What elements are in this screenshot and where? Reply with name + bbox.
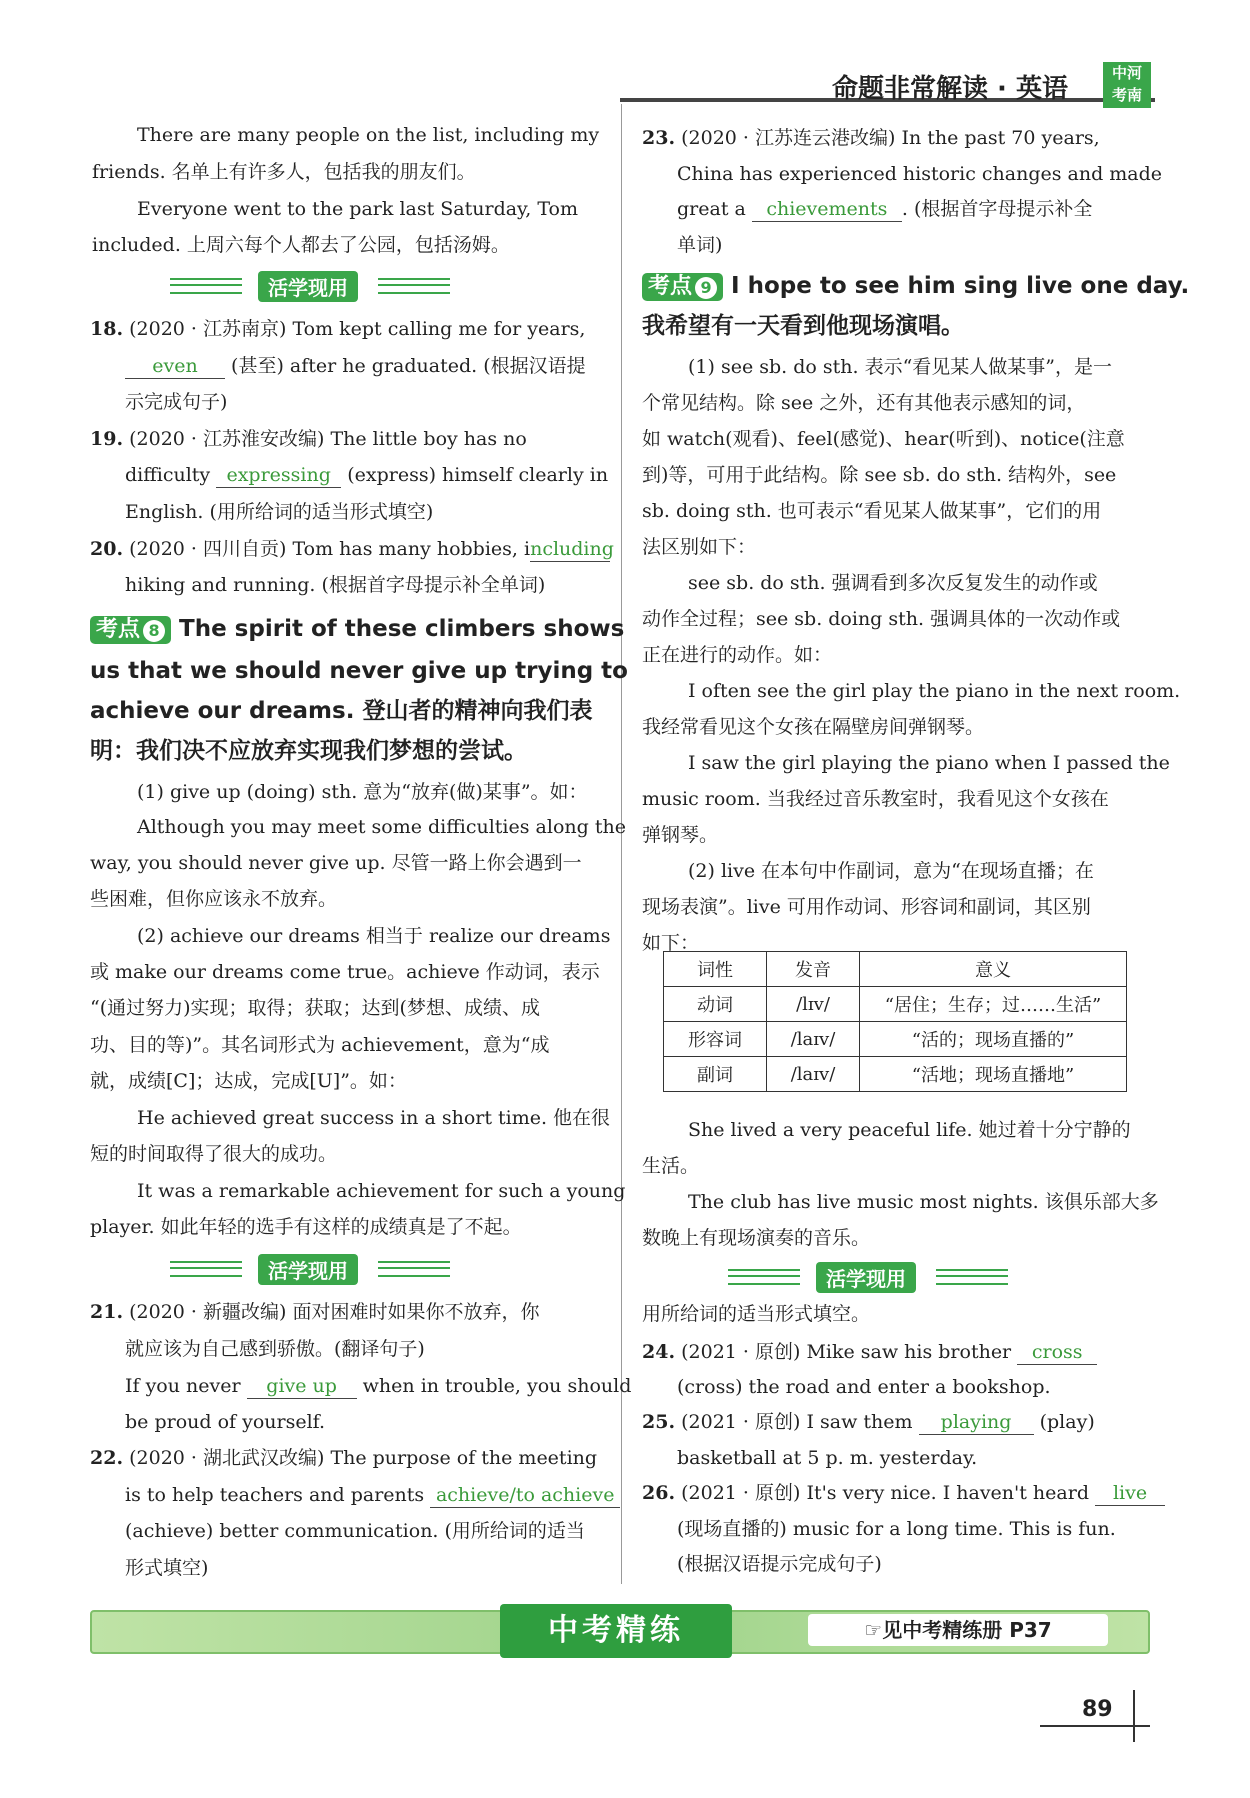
- practice-label: 活学现用: [816, 1262, 916, 1293]
- title-line: 我希望有一天看到他现场演唱。: [642, 313, 964, 339]
- answer-blank[interactable]: give up: [247, 1374, 357, 1399]
- paragraph-line: see sb. do sth. 强调看到多次反复发生的动作或: [688, 572, 1098, 594]
- question-18-line2: [125, 354, 586, 379]
- key-point-9-title: [642, 272, 1189, 301]
- question-text: (2020 · 新疆改编) 面对困难时如果你不放弃，你: [129, 1301, 540, 1323]
- deco-bars: [170, 1261, 242, 1277]
- deco-bars: [170, 278, 242, 294]
- tag-number: 8: [143, 620, 165, 642]
- paragraph-line: 些困难，但你应该永不放弃。: [90, 888, 338, 910]
- table-cell: “活的；现场直播的”: [860, 1022, 1127, 1057]
- paragraph-line: 我经常看见这个女孩在隔壁房间弹钢琴。: [642, 716, 985, 738]
- table-cell: 副词: [664, 1057, 767, 1092]
- paragraph-line: He achieved great success in a short time. 他在很: [137, 1107, 611, 1129]
- footer-banner-title: [500, 1604, 732, 1658]
- question-number: 19.: [90, 428, 124, 450]
- question-text: (甚至) after he graduated. (根据汉语提: [231, 355, 586, 377]
- answer-blank[interactable]: playing: [919, 1410, 1034, 1435]
- paragraph-line: (1) see sb. do sth. 表示“看见某人做某事”，是一: [688, 356, 1112, 378]
- table-row: [664, 987, 1127, 1022]
- practice-header-3: [728, 1262, 1028, 1292]
- question-number: 23.: [642, 127, 676, 149]
- table-cell: 形容词: [664, 1022, 767, 1057]
- example-2-cn: included. 上周六每个人都去了公园，包括汤姆。: [92, 234, 510, 256]
- paragraph-line: 短的时间取得了很大的成功。: [90, 1143, 338, 1165]
- practice-header-2: [170, 1254, 470, 1284]
- question-text: hiking and running. (根据首字母提示补全单词): [125, 574, 546, 596]
- paragraph-line: (2) live 在本句中作副词，意为“在现场直播；在: [688, 860, 1094, 882]
- paragraph-line: I often see the girl play the piano in the next room.: [688, 680, 1181, 702]
- table-header: 意义: [860, 952, 1127, 987]
- banner-text: 中考精练: [548, 1613, 684, 1648]
- question-20: [90, 537, 614, 562]
- paragraph-line: I saw the girl playing the piano when I passed the: [688, 752, 1170, 774]
- paragraph-line: 功、目的等)”。其名词形式为 achievement，意为“成: [90, 1034, 550, 1056]
- paragraph-line: It was a remarkable achievement for such a young: [137, 1180, 626, 1202]
- question-text: English. (用所给词的适当形式填空): [125, 501, 434, 523]
- answer-blank[interactable]: chievements: [752, 197, 902, 222]
- practice-header-1: [170, 271, 470, 301]
- deco-bars: [378, 1261, 450, 1277]
- question-number: 22.: [90, 1447, 124, 1469]
- instruction: 用所给词的适当形式填空。: [642, 1303, 871, 1325]
- deco-bars: [936, 1269, 1008, 1285]
- table-header-row: [664, 952, 1127, 987]
- paragraph-line: 正在进行的动作。如：: [642, 644, 833, 666]
- question-text: (2020 · 江苏连云港改编) In the past 70 years,: [681, 127, 1100, 149]
- question-18: [90, 317, 585, 341]
- question-text: (play): [1039, 1411, 1095, 1433]
- question-number: 25.: [642, 1411, 676, 1433]
- paragraph-line: (2) achieve our dreams 相当于 realize our dreams: [137, 925, 611, 947]
- example-2-en: Everyone went to the park last Saturday, Tom: [137, 198, 578, 220]
- title-line: The spirit of these climbers shows: [179, 616, 625, 642]
- paragraph-line: 如 watch(观看)、feel(感觉)、hear(听到)、notice(注意: [642, 428, 1125, 450]
- page-number: 89: [1082, 1697, 1113, 1722]
- deco-bars: [728, 1269, 800, 1285]
- question-text: when in trouble, you should: [362, 1375, 632, 1397]
- practice-label: 活学现用: [258, 1254, 358, 1285]
- answer-blank[interactable]: expressing: [216, 463, 341, 488]
- question-text: (2021 · 原创) Mike saw his brother: [681, 1341, 1012, 1363]
- example-1-cn: friends. 名单上有许多人，包括我的朋友们。: [92, 161, 476, 183]
- question-text: (2020 · 江苏南京) Tom kept calling me for years,: [129, 318, 586, 340]
- question-number: 24.: [642, 1341, 676, 1363]
- table-header: 发音: [767, 952, 860, 987]
- question-19-line2: [125, 463, 608, 488]
- question-text: (achieve) better communication. (用所给词的适当: [125, 1520, 585, 1542]
- paragraph-line: She lived a very peaceful life. 她过着十分宁静的: [688, 1119, 1131, 1141]
- question-text: (cross) the road and enter a bookshop.: [677, 1376, 1051, 1398]
- answer-blank[interactable]: cross: [1017, 1340, 1097, 1365]
- table-row: [664, 1022, 1127, 1057]
- question-text: 形式填空): [125, 1557, 209, 1579]
- question-24: [642, 1340, 1097, 1365]
- question-text: 示完成句子): [125, 391, 228, 413]
- question-number: 26.: [642, 1482, 676, 1504]
- question-text: (express) himself clearly in: [347, 464, 609, 486]
- paragraph-line: player. 如此年轻的选手有这样的成绩真是了不起。: [90, 1216, 522, 1238]
- question-text: is to help teachers and parents: [125, 1484, 425, 1506]
- question-text: (2021 · 原创) It's very nice. I haven't heard: [681, 1482, 1089, 1504]
- question-23-line3: [677, 197, 1092, 222]
- question-text: (2020 · 湖北武汉改编) The purpose of the meeting: [129, 1447, 598, 1469]
- table-cell: /laɪv/: [767, 1057, 860, 1092]
- word-class-table: [663, 951, 1127, 1092]
- question-text: (根据汉语提示完成句子): [677, 1553, 882, 1575]
- header-badge: [1103, 62, 1151, 108]
- answer-blank[interactable]: achieve/to achieve: [430, 1483, 620, 1508]
- question-text: (现场直播的) music for a long time. This is fun.: [677, 1518, 1116, 1540]
- question-text: be proud of yourself.: [125, 1411, 326, 1433]
- question-22: [90, 1446, 597, 1470]
- title-line: achieve our dreams. 登山者的精神向我们表: [90, 698, 593, 724]
- question-text: China has experienced historic changes and made: [677, 163, 1163, 185]
- key-point-8-title: [90, 615, 624, 644]
- answer-blank[interactable]: ncluding: [530, 538, 614, 560]
- paragraph-line: (1) give up (doing) sth. 意为“放弃(做)某事”。如：: [137, 781, 588, 803]
- tag-label: 考点: [96, 617, 141, 642]
- table-cell: “居住；生存；过……生活”: [860, 987, 1127, 1022]
- header-title: 命题非常解读 · 英语: [832, 74, 1068, 104]
- practice-label: 活学现用: [258, 271, 358, 302]
- paragraph-line: music room. 当我经过音乐教室时，我看见这个女孩在: [642, 788, 1109, 810]
- table-cell: “活地；现场直播地”: [860, 1057, 1127, 1092]
- tag-number: 9: [695, 277, 717, 299]
- tag-label: 考点: [648, 274, 693, 299]
- table-cell: 动词: [664, 987, 767, 1022]
- badge-line1: 中河: [1111, 64, 1142, 82]
- paragraph-line: 或 make our dreams come true。achieve 作动词，表示: [90, 961, 600, 983]
- page-number-tick: [1133, 1690, 1135, 1742]
- badge-line2: 考南: [1111, 86, 1142, 104]
- table-row: [664, 1057, 1127, 1092]
- question-text: (2020 · 四川自贡) Tom has many hobbies, i: [129, 538, 531, 560]
- question-19: [90, 427, 527, 451]
- question-number: 20.: [90, 538, 124, 560]
- example-1-en: There are many people on the list, including my: [137, 124, 600, 146]
- paragraph-line: 到)等，可用于此结构。除 see sb. do sth. 结构外，see: [642, 464, 1117, 486]
- paragraph-line: way, you should never give up. 尽管一路上你会遇到一: [90, 852, 582, 874]
- paragraph-line: 动作全过程；see sb. doing sth. 强调具体的一次动作或: [642, 608, 1121, 630]
- question-21: [90, 1300, 539, 1324]
- paragraph-line: sb. doing sth. 也可表示“看见某人做某事”，它们的用: [642, 500, 1102, 522]
- question-26: [642, 1481, 1165, 1506]
- table-cell: /lɪv/: [767, 987, 860, 1022]
- paragraph-line: “(通过努力)实现；取得；获取；达到(梦想、成绩、成: [90, 997, 540, 1019]
- question-number: 21.: [90, 1301, 124, 1323]
- question-text: difficulty: [125, 464, 211, 486]
- deco-bars: [378, 278, 450, 294]
- question-22-line2: [125, 1483, 620, 1508]
- question-25: [642, 1410, 1095, 1435]
- paragraph-line: 个常见结构。除 see 之外，还有其他表示感知的词，: [642, 392, 1086, 414]
- column-divider: [621, 104, 622, 1584]
- question-text: (2021 · 原创) I saw them: [681, 1411, 913, 1433]
- question-number: 18.: [90, 318, 124, 340]
- paragraph-line: 生活。: [642, 1155, 700, 1177]
- question-text: great a: [677, 198, 746, 220]
- question-21-line3: [125, 1374, 631, 1399]
- title-line: I hope to see him sing live one day.: [731, 273, 1190, 299]
- question-text: basketball at 5 p. m. yesterday.: [677, 1447, 978, 1469]
- paragraph-line: Although you may meet some difficulties along the: [137, 816, 626, 838]
- question-text: 就应该为自己感到骄傲。(翻译句子): [125, 1338, 425, 1360]
- question-text: . (根据首字母提示补全: [901, 198, 1093, 220]
- paragraph-line: 就，成绩[C]；达成，完成[U]”。如：: [90, 1070, 407, 1092]
- title-line: us that we should never give up trying to: [90, 658, 628, 684]
- paragraph-line: 如下：: [642, 932, 700, 954]
- question-text: If you never: [125, 1375, 241, 1397]
- paragraph-line: 弹钢琴。: [642, 824, 719, 846]
- answer-blank[interactable]: even: [125, 354, 225, 379]
- paragraph-line: 法区别如下：: [642, 536, 757, 558]
- reference-link[interactable]: ☞见中考精练册 P37: [864, 1618, 1052, 1642]
- paragraph-line: 现场表演”。live 可用作动词、形容词和副词，其区别: [642, 896, 1091, 918]
- key-point-tag: [642, 273, 723, 301]
- answer-blank[interactable]: live: [1095, 1481, 1165, 1506]
- title-line: 明：我们决不应放弃实现我们梦想的尝试。: [90, 738, 527, 764]
- question-text: (2020 · 江苏淮安改编) The little boy has no: [129, 428, 527, 450]
- table-header: 词性: [664, 952, 767, 987]
- paragraph-line: The club has live music most nights. 该俱乐部大多: [688, 1191, 1159, 1213]
- key-point-tag: [90, 616, 171, 644]
- question-23: [642, 126, 1100, 150]
- table-cell: /laɪv/: [767, 1022, 860, 1057]
- footer-ref-box[interactable]: [808, 1614, 1108, 1646]
- paragraph-line: 数晚上有现场演奏的音乐。: [642, 1227, 871, 1249]
- question-text: 单词): [677, 234, 723, 256]
